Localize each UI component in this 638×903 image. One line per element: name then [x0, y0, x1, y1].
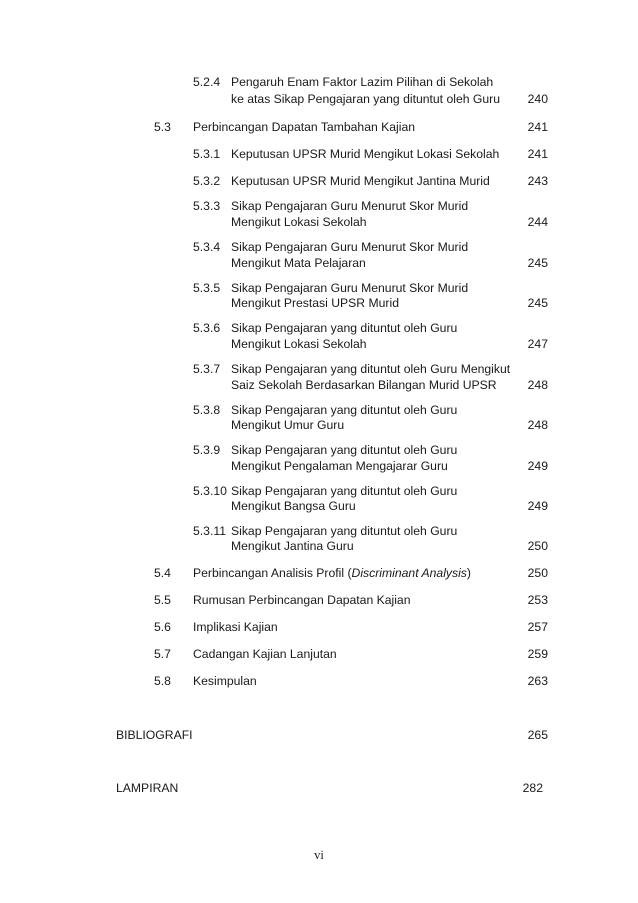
toc-entry-page: 241 [527, 147, 548, 161]
toc-entry-number: 5.3.10 [193, 484, 227, 498]
toc-entry-title: Saiz Sekolah Berdasarkan Bilangan Murid UPSR [231, 378, 497, 392]
toc-section-page: 241 [527, 120, 548, 134]
toc-entry-title: Pengaruh Enam Faktor Lazim Pilihan di Sekolah [231, 75, 494, 89]
toc-section-title: Implikasi Kajian [193, 620, 278, 634]
toc-entry-page: 240 [527, 92, 548, 106]
toc-entry-number: 5.2.4 [193, 75, 221, 89]
toc-section-page: 257 [527, 620, 548, 634]
toc-entry-page: 245 [527, 256, 548, 270]
toc-section-page: 250 [527, 566, 548, 580]
toc-entry-page: 250 [527, 539, 548, 553]
toc-entry-title: Mengikut Lokasi Sekolah [231, 337, 367, 351]
toc-entry-title: Sikap Pengajaran Guru Menurut Skor Murid [231, 240, 469, 254]
toc-section-page: 263 [527, 674, 548, 688]
toc-entry-title: Sikap Pengajaran Guru Menurut Skor Murid [231, 199, 469, 213]
toc-entry-page: 248 [527, 378, 548, 392]
toc-entry-title: Sikap Pengajaran Guru Menurut Skor Murid [231, 281, 469, 295]
toc-section-number: 5.7 [154, 647, 171, 661]
toc-bibliografi-title: BIBLIOGRAFI [116, 728, 193, 742]
toc-section-number: 5.4 [154, 566, 171, 580]
toc-entry-title: Mengikut Umur Guru [231, 418, 345, 432]
toc-entry-number: 5.3.3 [193, 199, 221, 213]
toc-section-number: 5.3 [154, 120, 171, 134]
toc-section-number: 5.6 [154, 620, 171, 634]
toc-section-number: 5.5 [154, 593, 171, 607]
toc-entry-title: Sikap Pengajaran yang dituntut oleh Guru [231, 524, 458, 538]
toc-entry-number: 5.3.2 [193, 174, 221, 188]
toc-section-title: Perbincangan Analisis Profil (Discriminant Analysis) [193, 566, 471, 580]
toc-entry-title: Mengikut Mata Pelajaran [231, 256, 366, 270]
toc-entry-title: Sikap Pengajaran yang dituntut oleh Guru [231, 484, 458, 498]
toc-entry-number: 5.3.4 [193, 240, 221, 254]
toc-entry-number: 5.3.11 [193, 524, 226, 538]
toc-entry-title: Mengikut Pengalaman Mengajarar Guru [231, 459, 448, 473]
toc-entry-number: 5.3.7 [193, 362, 221, 376]
toc-entry-page: 249 [527, 499, 548, 513]
toc-lampiran-title: LAMPIRAN [116, 781, 179, 795]
toc-entry-title: Sikap Pengajaran yang dituntut oleh Guru [231, 443, 458, 457]
toc-entry-title: Mengikut Lokasi Sekolah [231, 215, 367, 229]
toc-entry-title: Keputusan UPSR Murid Mengikut Lokasi Sekolah [231, 147, 500, 161]
toc-entry-number: 5.3.5 [193, 281, 221, 295]
toc-entry-number: 5.3.9 [193, 443, 221, 457]
toc-lampiran-page: 282 [522, 781, 543, 795]
toc-section-page: 259 [527, 647, 548, 661]
toc-bibliografi-page: 265 [527, 728, 548, 742]
toc-entry-title: Mengikut Prestasi UPSR Murid [231, 296, 399, 310]
toc-entry-page: 247 [527, 337, 548, 351]
page-number: vi [314, 848, 324, 862]
toc-entry-number: 5.3.8 [193, 403, 221, 417]
toc-entry-page: 244 [527, 215, 548, 229]
toc-section-title: Perbincangan Dapatan Tambahan Kajian [193, 120, 416, 134]
toc-entry-number: 5.3.1 [193, 147, 221, 161]
toc-section-page: 253 [527, 593, 548, 607]
italic-term: Discriminant Analysis [351, 566, 467, 580]
toc-section-title: Cadangan Kajian Lanjutan [193, 647, 337, 661]
toc-entry-page: 249 [527, 459, 548, 473]
toc-entry-title: Keputusan UPSR Murid Mengikut Jantina Murid [231, 174, 490, 188]
toc-entry-title: Sikap Pengajaran yang dituntut oleh Guru Mengikut [231, 362, 511, 376]
toc-entry-title: ke atas Sikap Pengajaran yang dituntut oleh Guru [231, 92, 500, 106]
toc-entry-page: 243 [527, 174, 548, 188]
toc-section-title: Rumusan Perbincangan Dapatan Kajian [193, 593, 411, 607]
toc-entry-title: Sikap Pengajaran yang dituntut oleh Guru [231, 403, 458, 417]
toc-entry-number: 5.3.6 [193, 321, 221, 335]
toc-entry-page: 245 [527, 296, 548, 310]
toc-section-number: 5.8 [154, 674, 171, 688]
toc-entry-title: Mengikut Bangsa Guru [231, 499, 356, 513]
toc-entry-page: 248 [527, 418, 548, 432]
toc-section-title: Kesimpulan [193, 674, 257, 688]
toc-entry-title: Mengikut Jantina Guru [231, 539, 354, 553]
toc-entry-title: Sikap Pengajaran yang dituntut oleh Guru [231, 321, 458, 335]
